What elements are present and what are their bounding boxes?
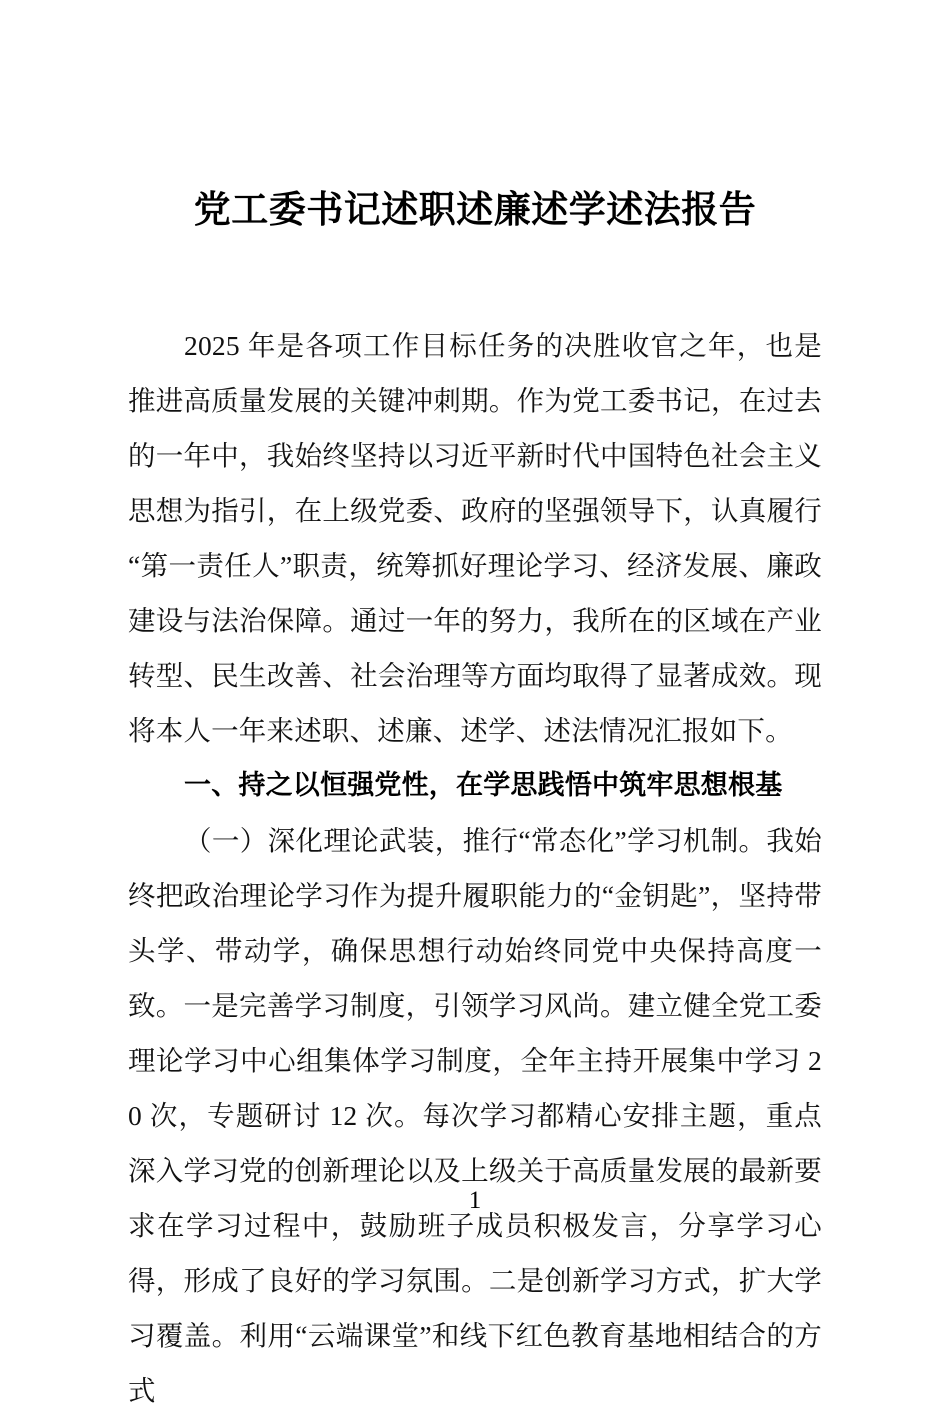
section-heading-1: 一、持之以恒强党性，在学思践悟中筑牢思想根基 xyxy=(184,770,783,800)
page-title: 党工委书记述职述廉述学述法报告 xyxy=(193,190,757,231)
paragraph-intro: 2025 年是各项工作目标任务的决胜收官之年，也是推进高质量发展的关键冲刺期。作为党工委书记，在过去的一年中，我始终坚持以习近平新时代中国特色社会主义思想为指引，在上级党委、政府的坚强领导下，认真履行“第一责任人”职责，统筹抓好理论学习、经济发展、廉政建设与法治保障。通过一年的努力，我所在的区域在产业转型、民生改善、社会治理等方面均取得了显著成效。现将本人一年来述职、述廉、述学、述法情况汇报如下。 xyxy=(128,330,822,746)
paragraph-section-1-a: （一）深化理论武装，推行“常态化”学习机制。我始终把政治理论学习作为提升履职能力的“金钥匙”，坚持带头学、带动学，确保思想行动始终同党中央保持高度一致。一是完善学习制度，引领学习风尚。建立健全党工委理论学习中心组集体学习制度，全年主持开展集中学习 20 次，专题研讨 12 次。每次学习都精心安排主题，重点深入学习党的创新理论以及上级关于高质量发展的最新要求在学习过程中，鼓励班子成员积极发言，分享学习心得，形成了良好的学习氛围。二是创新学习方式，扩大学习覆盖。利用“云端课堂”和线下红色教育基地相结合的方式 xyxy=(128,825,822,1406)
page-number: 1 xyxy=(468,1187,482,1214)
document-body xyxy=(128,318,822,1418)
